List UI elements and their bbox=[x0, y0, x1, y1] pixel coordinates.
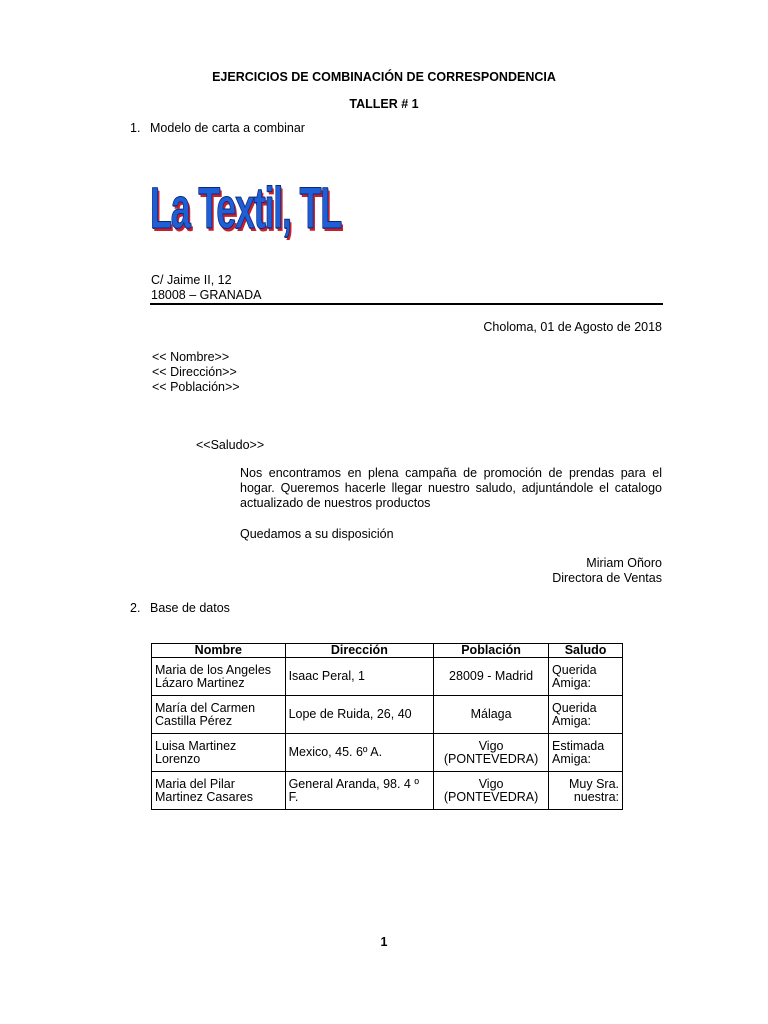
letter-closing: Quedamos a su disposición bbox=[240, 527, 394, 541]
table-header-row bbox=[152, 644, 623, 658]
section-database bbox=[130, 601, 230, 615]
section-label: Base de datos bbox=[150, 601, 230, 615]
signer-name: Miriam Oñoro bbox=[586, 556, 662, 570]
database-table bbox=[151, 643, 623, 810]
cell-saludo: Querida Amiga: bbox=[549, 696, 623, 734]
column-header-poblacion: Población bbox=[434, 644, 549, 658]
cell-nombre: Maria de los Angeles Lázaro Martinez bbox=[152, 658, 286, 696]
section-label: Modelo de carta a combinar bbox=[150, 121, 305, 135]
cell-nombre: Luisa Martinez Lorenzo bbox=[152, 734, 286, 772]
cell-direccion: Isaac Peral, 1 bbox=[285, 658, 434, 696]
cell-direccion: General Aranda, 98. 4 º F. bbox=[285, 772, 434, 810]
section-number: 2. bbox=[130, 601, 141, 615]
cell-saludo: Querida Amiga: bbox=[549, 658, 623, 696]
column-header-saludo: Saludo bbox=[549, 644, 623, 658]
merge-field-nombre: << Nombre>> bbox=[152, 350, 230, 364]
merge-field-saludo: <<Saludo>> bbox=[196, 438, 265, 452]
address-line-2: 18008 – GRANADA bbox=[151, 288, 262, 302]
cell-nombre: María del Carmen Castilla Pérez bbox=[152, 696, 286, 734]
merge-field-direccion: << Dirección>> bbox=[152, 365, 237, 379]
cell-direccion: Mexico, 45. 6º A. bbox=[285, 734, 434, 772]
cell-direccion: Lope de Ruida, 26, 40 bbox=[285, 696, 434, 734]
section-letter-model bbox=[130, 121, 305, 135]
cell-saludo: Muy Sra. nuestra: bbox=[549, 772, 623, 810]
document-subtitle: TALLER # 1 bbox=[349, 97, 419, 111]
company-logo: La Textil, TL bbox=[150, 176, 342, 241]
address-line-1: C/ Jaime II, 12 bbox=[151, 273, 232, 287]
table-row bbox=[152, 658, 623, 696]
table-row bbox=[152, 734, 623, 772]
section-number: 1. bbox=[130, 121, 141, 135]
letter-date: Choloma, 01 de Agosto de 2018 bbox=[483, 320, 662, 334]
cell-poblacion: 28009 - Madrid bbox=[434, 658, 549, 696]
document-title: EJERCICIOS DE COMBINACIÓN DE CORRESPONDENCIA bbox=[212, 70, 556, 84]
table-row bbox=[152, 772, 623, 810]
signer-title: Directora de Ventas bbox=[552, 571, 662, 585]
cell-poblacion: Vigo (PONTEVEDRA) bbox=[434, 734, 549, 772]
column-header-nombre: Nombre bbox=[152, 644, 286, 658]
header-divider bbox=[150, 303, 663, 305]
cell-saludo: Estimada Amiga: bbox=[549, 734, 623, 772]
page-number: 1 bbox=[380, 935, 388, 949]
column-header-direccion: Dirección bbox=[285, 644, 434, 658]
letter-body: Nos encontramos en plena campaña de promoción de prendas para el hogar. Queremos hacerle llegar nuestro saludo, adjuntándole el catalogo actualizado de nuestros productos bbox=[240, 466, 662, 510]
cell-poblacion: Vigo (PONTEVEDRA) bbox=[434, 772, 549, 810]
table-row bbox=[152, 696, 623, 734]
cell-nombre: Maria del Pilar Martinez Casares bbox=[152, 772, 286, 810]
merge-field-poblacion: << Población>> bbox=[152, 380, 240, 394]
cell-poblacion: Málaga bbox=[434, 696, 549, 734]
